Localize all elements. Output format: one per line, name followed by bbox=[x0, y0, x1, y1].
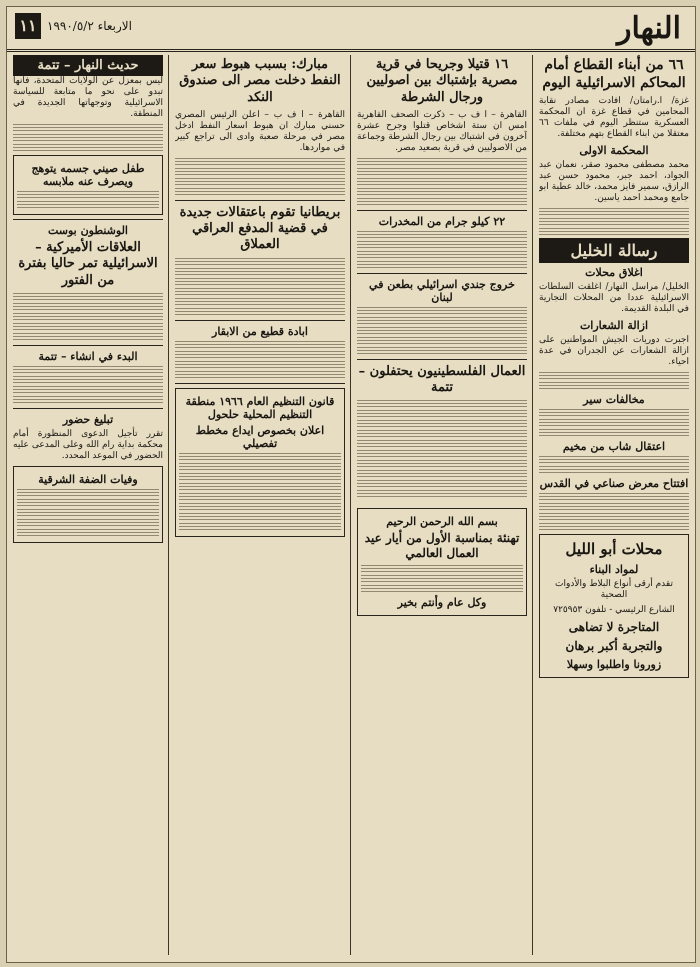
ad-slogan-3: زورونا واطلبوا وسهلا bbox=[566, 657, 662, 671]
planning-subheadline: اعلان بخصوص ايداع مخطط تفصيلي bbox=[195, 423, 325, 450]
advertisement-box bbox=[539, 534, 689, 678]
greeting-box bbox=[357, 508, 527, 616]
issue-date: الاربعاء ١٩٩٠/٥/٢ bbox=[47, 19, 132, 33]
ad-line-1: لمواد البناء bbox=[589, 562, 639, 576]
column-divider bbox=[532, 55, 533, 955]
story-traffic: مخالفات سير bbox=[583, 393, 645, 406]
construction-headline: البدء في انشاء – تتمة bbox=[38, 349, 138, 363]
workers-headline: العمال الفلسطينيون يحتفلون – تتمة bbox=[358, 363, 526, 395]
ad-title: محلات أبو الليل bbox=[565, 540, 663, 558]
obituaries-headline: وفيات الضفة الشرقية bbox=[38, 472, 138, 486]
ad-slogan-1: المتاجرة لا تضاهى bbox=[568, 619, 660, 634]
ad-line-2: تقدم أرقى أنواع البلاط والأدوات الصحية bbox=[555, 578, 673, 600]
chinese-child-headline: طفل صيني جسمه يتوهج ويصرف عنه ملابسه bbox=[31, 162, 145, 188]
summons-body: تقرر تأجيل الدعوى المنظورة أمام محكمة بداية رام الله وعلى المدعى عليه الحضور في الموعد المحدد. bbox=[13, 428, 163, 461]
column-divider bbox=[350, 55, 351, 955]
story-arrest: اعتقال شاب من مخيم bbox=[562, 440, 666, 453]
story-exhibition: افتتاح معرض صناعي في القدس bbox=[539, 477, 689, 490]
column-left bbox=[13, 55, 163, 955]
source-label: الوشنطون بوست bbox=[47, 224, 128, 237]
chinese-child-box bbox=[13, 155, 163, 215]
column-right bbox=[539, 55, 689, 955]
page-number: ١١ bbox=[15, 13, 41, 39]
egypt-clash-body: القاهرة – ا ف ب – ذكرت الصحف القاهرية امس ان ستة اشخاص قتلوا وجرح عشرة آخرون في اشتباك بين رجال الشرطة وجماعة من الاصوليين في قرية بصعيد مصر. bbox=[357, 109, 527, 153]
lead-headline: ٦٦ من أبناء القطاع أمام المحاكم الاسرائيلية اليوم bbox=[542, 57, 686, 91]
egypt-clash-headline: ١٦ قتيلا وجريحا في قرية مصرية بإشتباك بين اصوليين ورجال الشرطة bbox=[366, 57, 518, 105]
mubarak-headline: مبارك: بسبب هبوط سعر النفط دخلت مصر الى صندوق النكد bbox=[179, 57, 341, 105]
ad-line-3: الشارع الرئيسي - تلفون ٧٢٥٩٥٣ bbox=[553, 604, 675, 615]
newspaper-logo: النهار bbox=[617, 11, 681, 46]
section-banner-hebron: رسالة الخليل bbox=[539, 238, 689, 263]
bismillah: بسم الله الرحمن الرحيم bbox=[386, 515, 498, 529]
court-label: المحكمة الاولى bbox=[579, 144, 649, 157]
may-day-greeting: تهنئة بمناسبة الأول من أيار عيد العمال العالمي bbox=[364, 531, 520, 561]
summons-headline: تبليغ حضور bbox=[62, 412, 114, 426]
lead-body: غزة/ ا.رامتان/ افادت مصادر نقابة المحامين في قطاع غزة ان المحكمة العسكرية ستنظر اليوم في ملفات ٦٦ معتقلا من ابناء القطاع بتهم مختلفة. bbox=[539, 96, 689, 139]
planning-headline: قانون التنظيم العام ١٩٦٦ منطقة التنظيم المحلية حلحول bbox=[185, 394, 335, 421]
column-divider bbox=[168, 55, 169, 955]
story-slogans: ازالة الشعارات bbox=[579, 319, 649, 332]
newspaper-page bbox=[6, 6, 696, 963]
ad-slogan-2: والتجربة أكبر برهان bbox=[565, 638, 663, 653]
story-closing-shops: اغلاق محلات bbox=[585, 266, 643, 279]
drugs-headline: ٢٢ كيلو جرام من المخدرات bbox=[378, 214, 506, 228]
us-israel-headline: العلاقات الأميركية – الاسرائيلية تمر حاليا بفترة من الفتور bbox=[18, 240, 158, 288]
greeting-closing: وكل عام وأنتم بخير bbox=[397, 596, 487, 610]
lebanon-headline: خروج جندي اسرائيلي بطعن في لبنان bbox=[369, 277, 515, 304]
mubarak-body: القاهرة – ا ف ب – اعلن الرئيس المصري حسني مبارك ان هبوط اسعار النفط ادخل مصر في مرحلة صعبة وادى الى تراجع كبير في مواردها. bbox=[175, 109, 345, 153]
editorial-body: ليس بمعزل عن الولايات المتحدة، فانها تبدو على نحو ما متابعة للسياسة الاسرائيلية وتوجهاتها الجديدة في المنطقة. bbox=[13, 76, 163, 119]
story-slogans-body: اجبرت دوريات الجيش المواطنين على ازالة الشعارات عن الجدران في عدة احياء. bbox=[539, 335, 689, 367]
planning-notice bbox=[175, 388, 345, 537]
britain-headline: بريطانيا تقوم باعتقالات جديدة في قضية المدفع العراقي العملاق bbox=[179, 204, 341, 253]
column-mid-left bbox=[175, 55, 345, 955]
masthead bbox=[7, 7, 695, 52]
column-mid-right bbox=[357, 55, 527, 955]
court-body: محمد مصطفى محمود صقر، نعمان عبد الجواد، احمد جبر، محمود حسن عبد الرازق، سمير فايز محمد، خالد عطية ابو جامع ومحمد احمد ياسين. bbox=[539, 160, 689, 203]
cattle-headline: ابادة قطيع من الابقار bbox=[212, 324, 308, 338]
editorial-banner: حديث النهار – تتمة bbox=[13, 55, 163, 76]
story-closing-shops-body: الخليل/ مراسل النهار/ اغلقت السلطات الاسرائيلية عددا من المحلات التجارية في البلدة القديمة. bbox=[539, 282, 689, 314]
obituaries-box bbox=[13, 466, 163, 543]
